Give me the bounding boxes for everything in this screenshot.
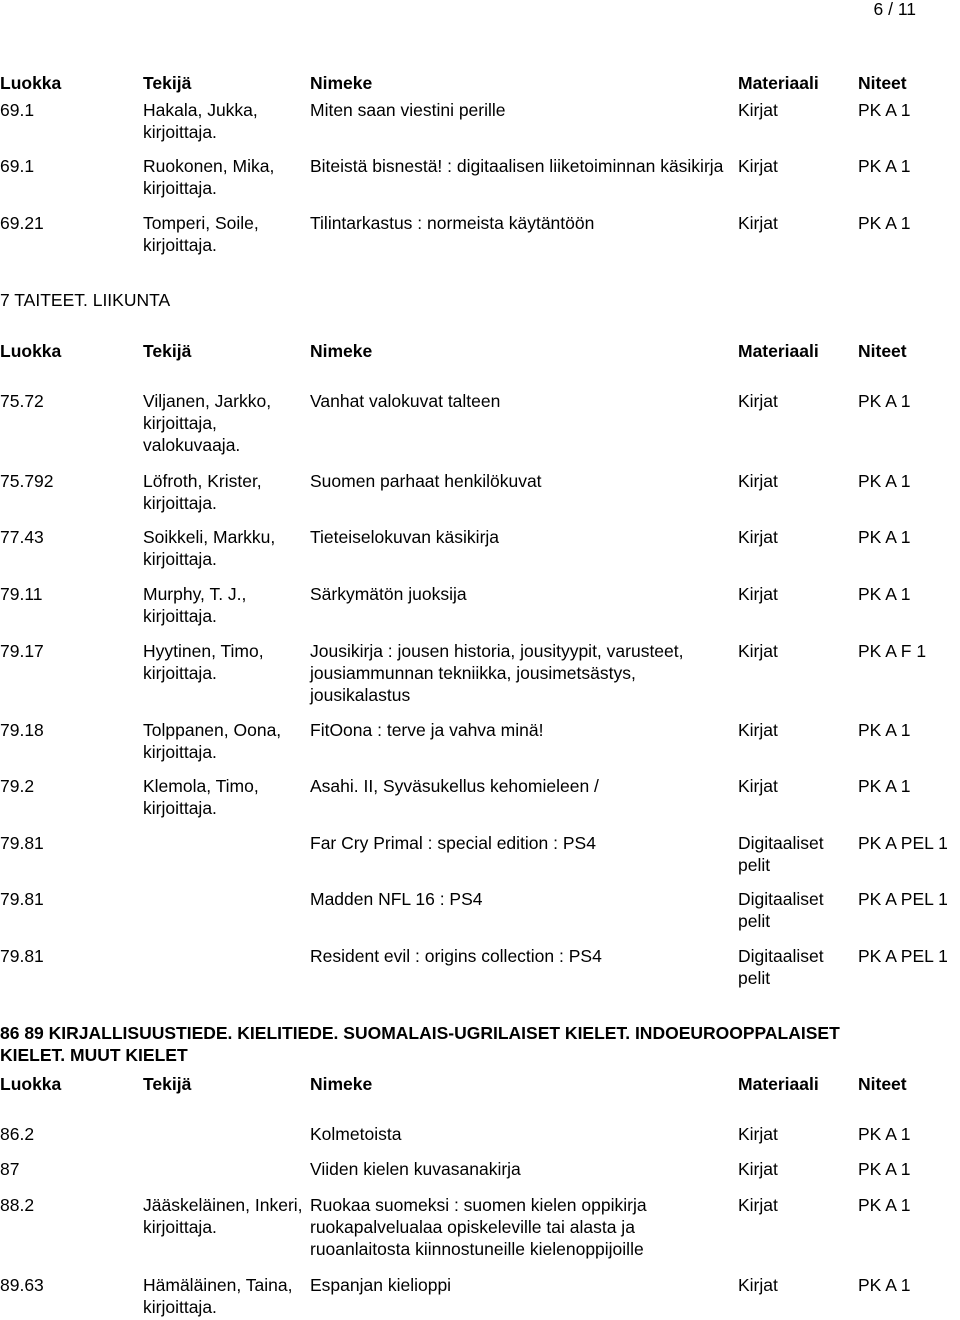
row-title: Ruokaa suomeksi : suomen kielen oppikirja ruokapalvelualaa opiskeleville tai alasta ja ruoanlaitosta kiinnostuneille kielenoppijoille	[310, 1195, 647, 1259]
page-number: 6 / 11	[873, 0, 916, 19]
row-material: Kirjat	[738, 100, 778, 120]
row-title: FitOona : terve ja vahva minä!	[310, 720, 544, 740]
row-class: 89.63	[0, 1275, 44, 1295]
row-class: 79.81	[0, 833, 44, 853]
row-class: 87	[0, 1159, 20, 1179]
row-material: Digitaaliset pelit	[738, 833, 824, 875]
row-author: Tomperi, Soile, kirjoittaja.	[143, 213, 259, 255]
row-class: 75.792	[0, 471, 54, 491]
row-author: Soikkeli, Markku, kirjoittaja.	[143, 527, 276, 569]
section-heading-literature: 86 89 KIRJALLISUUSTIEDE. KIELITIEDE. SUOMALAIS-UGRILAISET KIELET. INDOEUROOPPALAISET KIELET. MUUT KIELET	[0, 1023, 840, 1065]
header-class: Luokka	[0, 1074, 62, 1094]
row-class: 79.11	[0, 584, 43, 604]
header-author: Tekijä	[143, 1074, 192, 1094]
row-location: PK A 1	[858, 156, 911, 176]
row-location: PK A PEL 1	[858, 946, 948, 966]
row-class: 88.2	[0, 1195, 35, 1215]
row-class: 69.1	[0, 156, 35, 176]
row-author: Hyytinen, Timo, kirjoittaja.	[143, 641, 264, 683]
row-class: 79.2	[0, 776, 35, 796]
row-material: Kirjat	[738, 1159, 778, 1179]
header-title: Nimeke	[310, 1074, 373, 1094]
header-location: Niteet	[858, 1074, 907, 1094]
row-material: Kirjat	[738, 527, 778, 547]
header-author: Tekijä	[143, 341, 192, 361]
row-material: Kirjat	[738, 1275, 778, 1295]
row-author: Tolppanen, Oona, kirjoittaja.	[143, 720, 282, 762]
row-class: 79.81	[0, 889, 44, 909]
header-material: Materiaali	[738, 341, 819, 361]
row-location: PK A PEL 1	[858, 889, 948, 909]
row-material: Kirjat	[738, 391, 778, 411]
table-header	[0, 340, 960, 364]
row-location: PK A 1	[858, 471, 911, 491]
row-title: Asahi. II, Syväsukellus kehomieleen /	[310, 776, 599, 796]
header-title: Nimeke	[310, 73, 373, 93]
header-location: Niteet	[858, 73, 907, 93]
row-title: Suomen parhaat henkilökuvat	[310, 471, 542, 491]
row-class: 79.81	[0, 946, 44, 966]
row-material: Digitaaliset pelit	[738, 889, 824, 931]
row-title: Kolmetoista	[310, 1124, 402, 1144]
row-title: Jousikirja : jousen historia, jousityypit, varusteet, jousiammunnan tekniikka, jousimetsästys, jousikalastus	[310, 641, 684, 705]
row-title: Espanjan kielioppi	[310, 1275, 452, 1295]
row-location: PK A 1	[858, 213, 911, 233]
row-title: Viiden kielen kuvasanakirja	[310, 1159, 521, 1179]
row-location: PK A 1	[858, 527, 911, 547]
row-material: Kirjat	[738, 584, 778, 604]
row-location: PK A 1	[858, 584, 911, 604]
header-material: Materiaali	[738, 73, 819, 93]
row-class: 86.2	[0, 1124, 35, 1144]
header-class: Luokka	[0, 73, 62, 93]
row-title: Far Cry Primal : special edition : PS4	[310, 833, 596, 853]
row-material: Digitaaliset pelit	[738, 946, 824, 988]
section-heading-arts: 7 TAITEET. LIIKUNTA	[0, 290, 171, 310]
row-author: Jääskeläinen, Inkeri, kirjoittaja.	[143, 1195, 303, 1237]
row-class: 75.72	[0, 391, 44, 411]
header-location: Niteet	[858, 341, 907, 361]
row-material: Kirjat	[738, 471, 778, 491]
row-author: Hämäläinen, Taina, kirjoittaja.	[143, 1275, 293, 1317]
row-class: 69.21	[0, 213, 44, 233]
row-title: Resident evil : origins collection : PS4	[310, 946, 602, 966]
header-author: Tekijä	[143, 73, 192, 93]
row-author: Hakala, Jukka, kirjoittaja.	[143, 100, 258, 142]
row-location: PK A 1	[858, 776, 911, 796]
row-author: Ruokonen, Mika, kirjoittaja.	[143, 156, 275, 198]
row-material: Kirjat	[738, 1195, 778, 1215]
row-author: Viljanen, Jarkko, kirjoittaja, valokuvaaja.	[143, 391, 272, 455]
row-location: PK A 1	[858, 391, 911, 411]
row-location: PK A F 1	[858, 641, 927, 661]
row-title: Biteistä bisnestä! : digitaalisen liiketoiminnan käsikirja	[310, 156, 724, 176]
row-location: PK A 1	[858, 720, 911, 740]
row-title: Särkymätön juoksija	[310, 584, 467, 604]
row-title: Tilintarkastus : normeista käytäntöön	[310, 213, 595, 233]
row-material: Kirjat	[738, 213, 778, 233]
row-title: Vanhat valokuvat talteen	[310, 391, 501, 411]
row-location: PK A 1	[858, 1159, 911, 1179]
row-author: Löfroth, Krister, kirjoittaja.	[143, 471, 262, 513]
row-material: Kirjat	[738, 776, 778, 796]
row-class: 77.43	[0, 527, 44, 547]
row-material: Kirjat	[738, 1124, 778, 1144]
row-location: PK A 1	[858, 1275, 911, 1295]
table-header	[0, 1073, 960, 1097]
row-author: Klemola, Timo, kirjoittaja.	[143, 776, 259, 818]
row-material: Kirjat	[738, 641, 778, 661]
header-class: Luokka	[0, 341, 62, 361]
header-title: Nimeke	[310, 341, 373, 361]
row-class: 69.1	[0, 100, 35, 120]
row-class: 79.17	[0, 641, 44, 661]
row-location: PK A 1	[858, 1195, 911, 1215]
row-location: PK A 1	[858, 100, 911, 120]
table-header	[0, 72, 960, 96]
row-author: Murphy, T. J., kirjoittaja.	[143, 584, 247, 626]
row-title: Madden NFL 16 : PS4	[310, 889, 483, 909]
row-title: Miten saan viestini perille	[310, 100, 506, 120]
row-material: Kirjat	[738, 156, 778, 176]
row-material: Kirjat	[738, 720, 778, 740]
header-material: Materiaali	[738, 1074, 819, 1094]
row-location: PK A 1	[858, 1124, 911, 1144]
row-title: Tieteiselokuvan käsikirja	[310, 527, 500, 547]
row-location: PK A PEL 1	[858, 833, 948, 853]
row-class: 79.18	[0, 720, 44, 740]
